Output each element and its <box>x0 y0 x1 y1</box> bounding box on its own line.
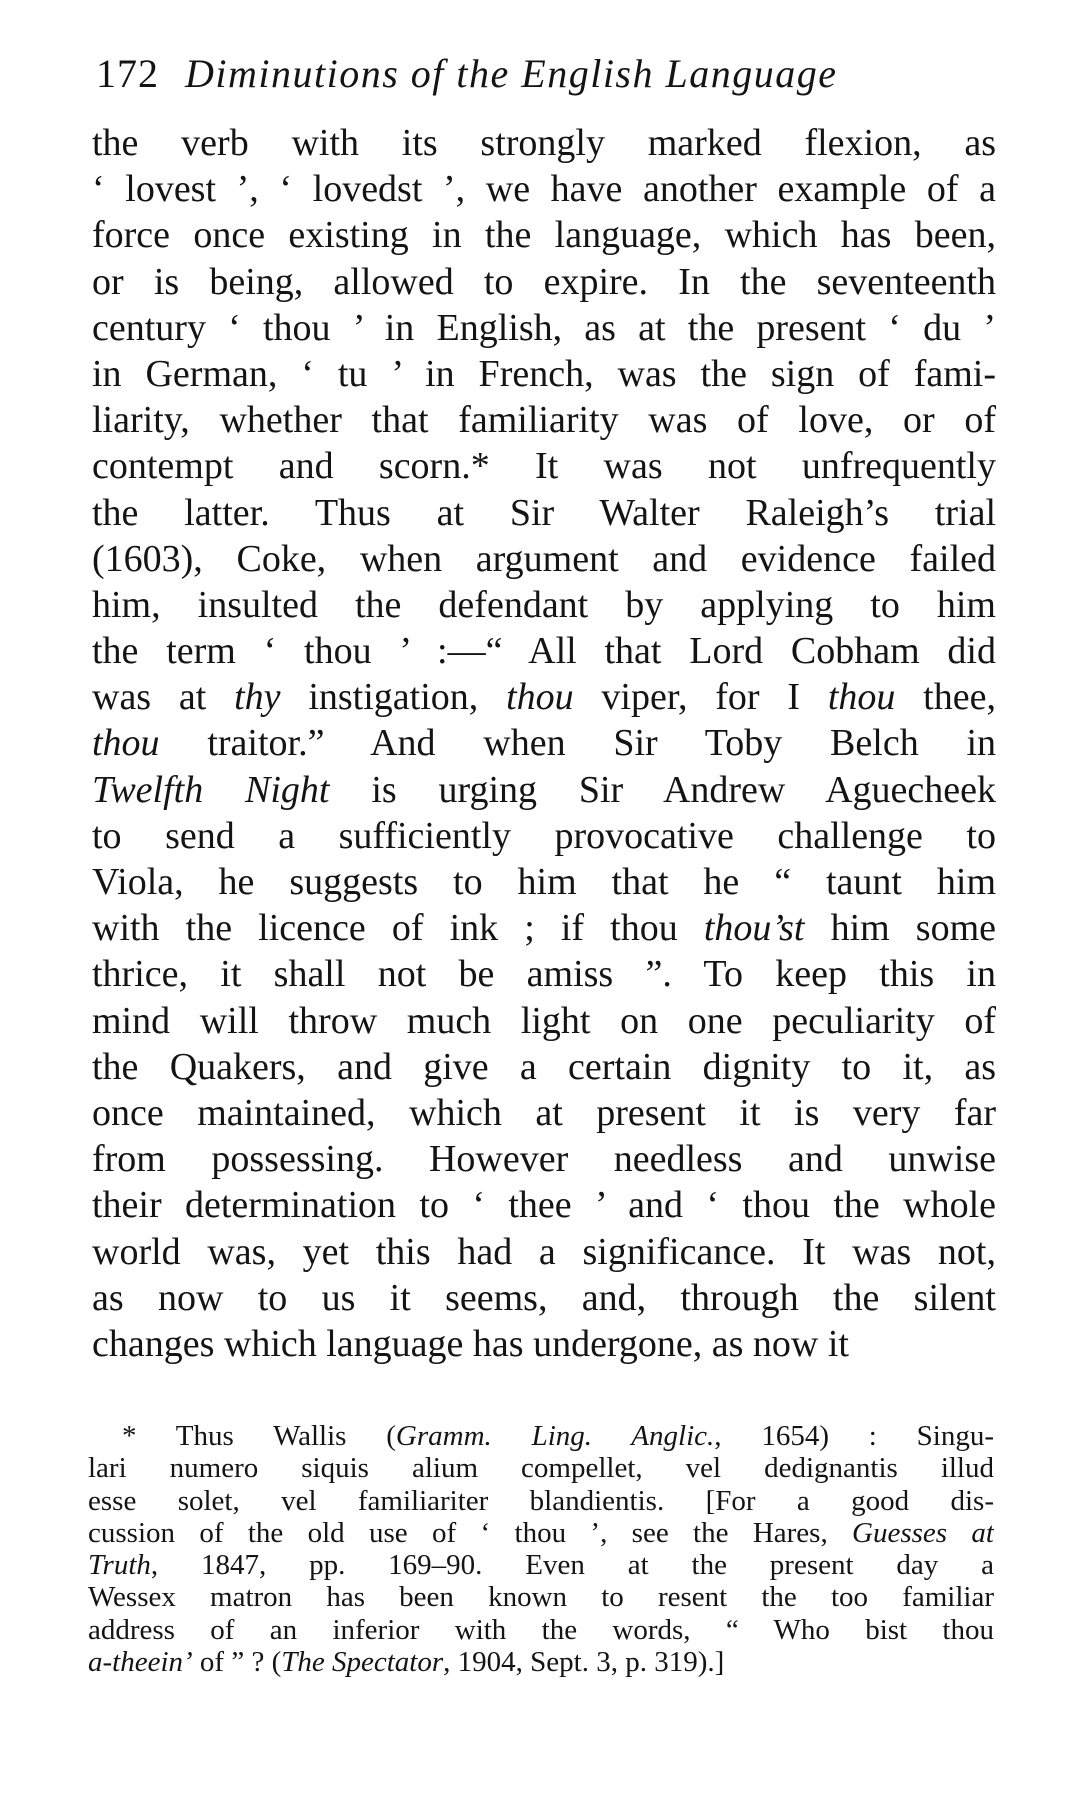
italic-text: thou <box>827 676 896 719</box>
text-run: the term ‘ thou ’ :—“ All that Lord Cobham did <box>92 630 996 673</box>
italic-text: thou <box>92 722 160 765</box>
body-line <box>92 212 996 258</box>
body-line <box>92 1090 996 1136</box>
italic-text: Gramm. Ling. Anglic. <box>395 1420 715 1452</box>
text-run: contempt and scorn.* It was not unfrequently <box>92 445 996 488</box>
text-run: viper, for I <box>573 676 828 719</box>
text-run: their determination to ‘ thee ’ and ‘ thou the whole <box>92 1184 996 1227</box>
body-line <box>92 582 996 628</box>
body-line <box>92 1321 996 1367</box>
text-run: as now to us it seems, and, through the silent <box>92 1276 996 1319</box>
italic-text: Truth <box>88 1549 151 1582</box>
text-run: the verb with its strongly marked flexion, as <box>92 122 996 164</box>
text-run: , 1654) : Singu- <box>714 1420 994 1452</box>
text-run: was at <box>92 676 235 719</box>
body-line <box>92 905 996 951</box>
text-run: thrice, it shall not be amiss ”. To keep this in <box>92 953 996 996</box>
running-title: Diminutions of the English Language <box>185 51 838 96</box>
footnote-line <box>88 1485 994 1517</box>
text-run: thee, <box>895 676 996 719</box>
text-run: of ” ? ( <box>192 1646 282 1679</box>
body-line <box>92 1275 996 1321</box>
body-line <box>92 1136 996 1182</box>
text-run: him, insulted the defendant by applying to him <box>92 583 996 626</box>
italic-text: thou’st <box>703 907 805 950</box>
body-line <box>92 397 996 443</box>
footnote <box>88 1420 994 1678</box>
footnote-line <box>88 1614 994 1646</box>
text-run: in German, ‘ tu ’ in French, was the sign of fami- <box>92 352 996 395</box>
italic-text: thy <box>234 676 281 719</box>
text-run: world was, yet this had a significance. It was not, <box>92 1230 996 1273</box>
text-run: Wessex matron has been known to resent the too familiar <box>88 1581 994 1614</box>
text-run: the latter. Thus at Sir Walter Raleigh’s trial <box>92 491 996 534</box>
text-run: esse solet, vel familiariter blandientis. [For a good dis- <box>88 1484 994 1517</box>
body-line <box>92 674 996 720</box>
body-line <box>92 998 996 1044</box>
text-run: (1603), Coke, when argument and evidence failed <box>92 537 996 580</box>
body-line <box>92 259 996 305</box>
footnote-line <box>88 1517 994 1549</box>
italic-text: thou <box>506 676 574 719</box>
text-run: is urging Sir Andrew Aguecheek <box>329 768 996 811</box>
running-header <box>96 44 996 104</box>
text-run: ‘ lovest ’, ‘ lovedst ’, we have another example of a <box>92 168 996 211</box>
body-line <box>92 305 996 351</box>
italic-text: Guesses at <box>852 1516 994 1549</box>
body-line <box>92 951 996 997</box>
footnote-line <box>88 1549 994 1581</box>
footnote-line <box>88 1420 994 1452</box>
text-run: * Thus Wallis ( <box>122 1420 396 1452</box>
body-line <box>92 767 996 813</box>
text-run: lari numero siquis alium compellet, vel dedignantis illud <box>88 1452 994 1485</box>
text-run: address of an inferior with the words, “ Who bist thou <box>88 1613 994 1646</box>
italic-text: The Spectator <box>281 1646 444 1679</box>
italic-text: a-theein’ <box>88 1646 193 1679</box>
body-line <box>92 628 996 674</box>
body-line <box>92 443 996 489</box>
text-run: , 1904, Sept. 3, p. 319).] <box>443 1646 725 1679</box>
text-run: him some <box>804 907 996 950</box>
italic-text: Twelfth Night <box>92 768 330 811</box>
text-run: traitor.” And when Sir Toby Belch in <box>159 722 996 765</box>
text-run: century ‘ thou ’ in English, as at the present ‘ du ’ <box>92 306 996 349</box>
body-line <box>92 120 996 166</box>
text-run: to send a sufficiently provocative challenge to <box>92 814 996 857</box>
text-run: Viola, he suggests to him that he “ taunt him <box>92 861 996 903</box>
text-run: mind will throw much light on one peculiarity of <box>92 999 996 1042</box>
footnote-line <box>88 1581 994 1613</box>
body-line <box>92 351 996 397</box>
body-line <box>92 166 996 212</box>
body-line <box>92 1182 996 1228</box>
body-line <box>92 536 996 582</box>
text-run: or is being, allowed to expire. In the seventeenth <box>92 260 996 303</box>
footnote-line <box>88 1452 994 1484</box>
text-run: cussion of the old use of ‘ thou ’, see the Hares, <box>88 1516 853 1549</box>
body-line <box>92 490 996 536</box>
body-line <box>92 1044 996 1090</box>
text-run: , 1847, pp. 169–90. Even at the present day a <box>150 1549 994 1582</box>
body-line <box>92 720 996 766</box>
body-line <box>92 859 996 905</box>
text-run: the Quakers, and give a certain dignity to it, as <box>92 1045 996 1088</box>
text-run: changes which language has undergone, as now it <box>92 1322 849 1365</box>
body-text <box>92 120 996 1367</box>
body-line <box>92 1229 996 1275</box>
text-run: with the licence of ink ; if thou <box>92 907 704 950</box>
text-run: once maintained, which at present it is very far <box>92 1091 996 1134</box>
text-run: liarity, whether that familiarity was of love, or of <box>92 399 996 442</box>
text-run: force once existing in the language, which has been, <box>92 214 996 257</box>
text-run: instigation, <box>280 676 507 719</box>
text-run: from possessing. However needless and unwise <box>92 1138 996 1181</box>
page-number: 172 <box>96 51 159 96</box>
footnote-line <box>88 1646 994 1678</box>
body-line <box>92 813 996 859</box>
